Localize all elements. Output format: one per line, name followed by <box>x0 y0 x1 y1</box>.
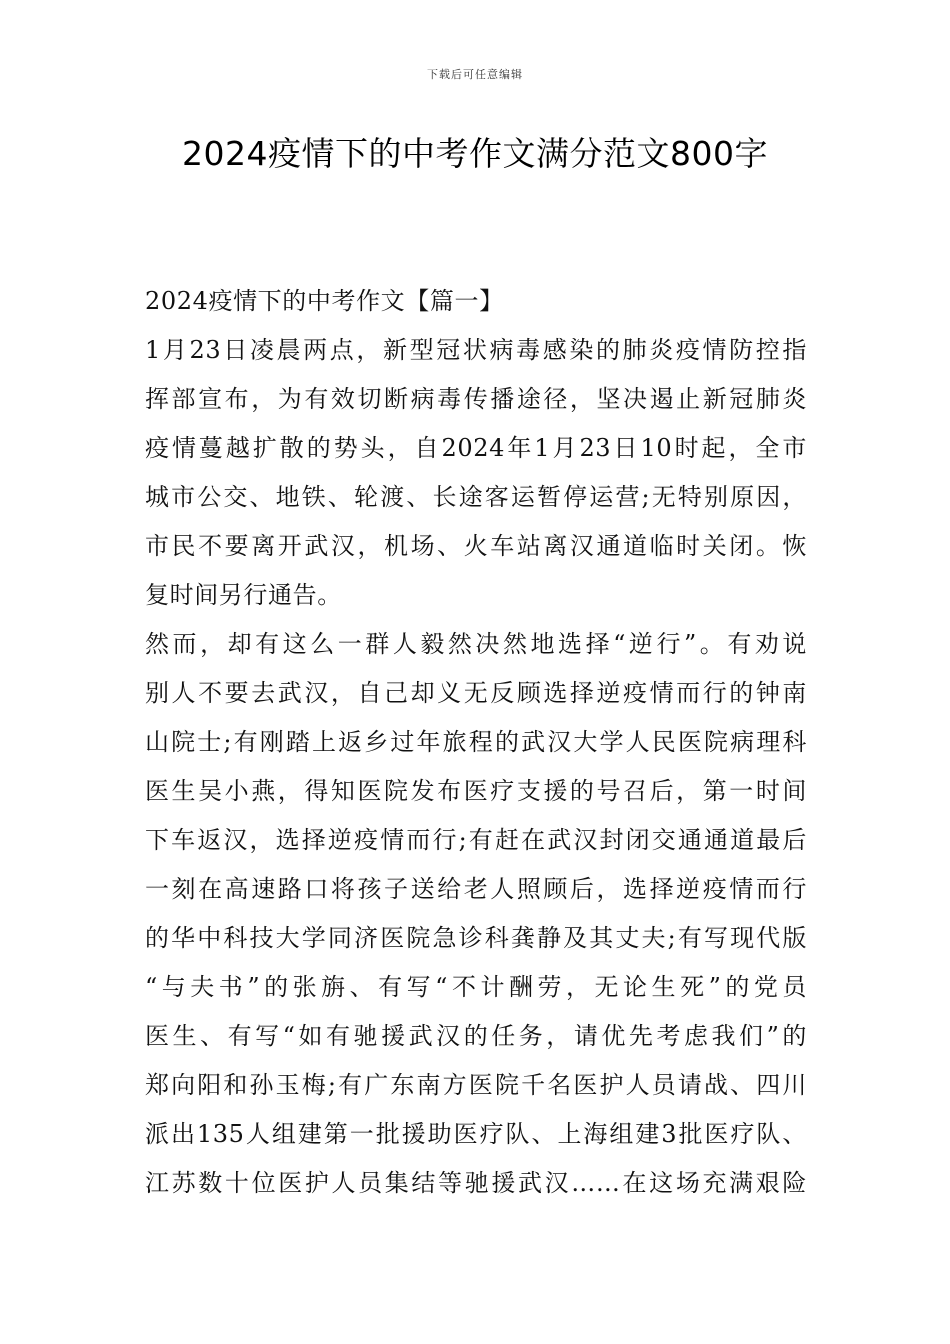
header-note: 下载后可任意编辑 <box>427 68 523 81</box>
article-body <box>145 283 807 1214</box>
text-line: 医生吴小燕，得知医院发布医疗支援的号召后，第一时间 <box>145 777 807 805</box>
text-line: 郑向阳和孙玉梅;有广东南方医院千名医护人员请战、四川 <box>145 1071 807 1099</box>
text-line: 下车返汉，选择逆疫情而行;有赶在武汉封闭交通通道最后 <box>145 826 807 854</box>
text-line: 疫情蔓越扩散的势头，自2024年1月23日10时起，全市 <box>145 434 807 462</box>
text-line: 派出135人组建第一批援助医疗队、上海组建3批医疗队、 <box>145 1120 807 1148</box>
document-title: 2024疫情下的中考作文满分范文800字 <box>182 134 768 173</box>
text-line: 一刻在高速路口将孩子送给老人照顾后，选择逆疫情而行 <box>145 875 807 903</box>
text-line: “与夫书”的张旃、有写“不计酬劳，无论生死”的党员 <box>145 973 807 1001</box>
text-line: 山院士;有刚踏上返乡过年旅程的武汉大学人民医院病理科 <box>145 728 807 756</box>
text-line: 市民不要离开武汉，机场、火车站离汉通道临时关闭。恢 <box>145 532 807 560</box>
text-line: 别人不要去武汉，自己却义无反顾选择逆疫情而行的钟南 <box>145 679 807 707</box>
text-line: 挥部宣布，为有效切断病毒传播途径，坚决遏止新冠肺炎 <box>145 385 807 413</box>
text-line: 然而，却有这么一群人毅然决然地选择“逆行”。有劝说 <box>145 630 807 658</box>
text-line: 医生、有写“如有驰援武汉的任务，请优先考虑我们”的 <box>145 1022 807 1050</box>
text-line: 城市公交、地铁、轮渡、长途客运暂停运营;无特别原因， <box>145 483 807 511</box>
text-line: 的华中科技大学同济医院急诊科龚静及其丈夫;有写现代版 <box>145 924 807 952</box>
text-line: 2024疫情下的中考作文【篇一】 <box>145 287 504 315</box>
text-line: 复时间另行通告。 <box>145 581 342 609</box>
text-line: 江苏数十位医护人员集结等驰援武汉……在这场充满艰险 <box>145 1169 807 1197</box>
text-line: 1月23日凌晨两点，新型冠状病毒感染的肺炎疫情防控指 <box>145 336 807 364</box>
